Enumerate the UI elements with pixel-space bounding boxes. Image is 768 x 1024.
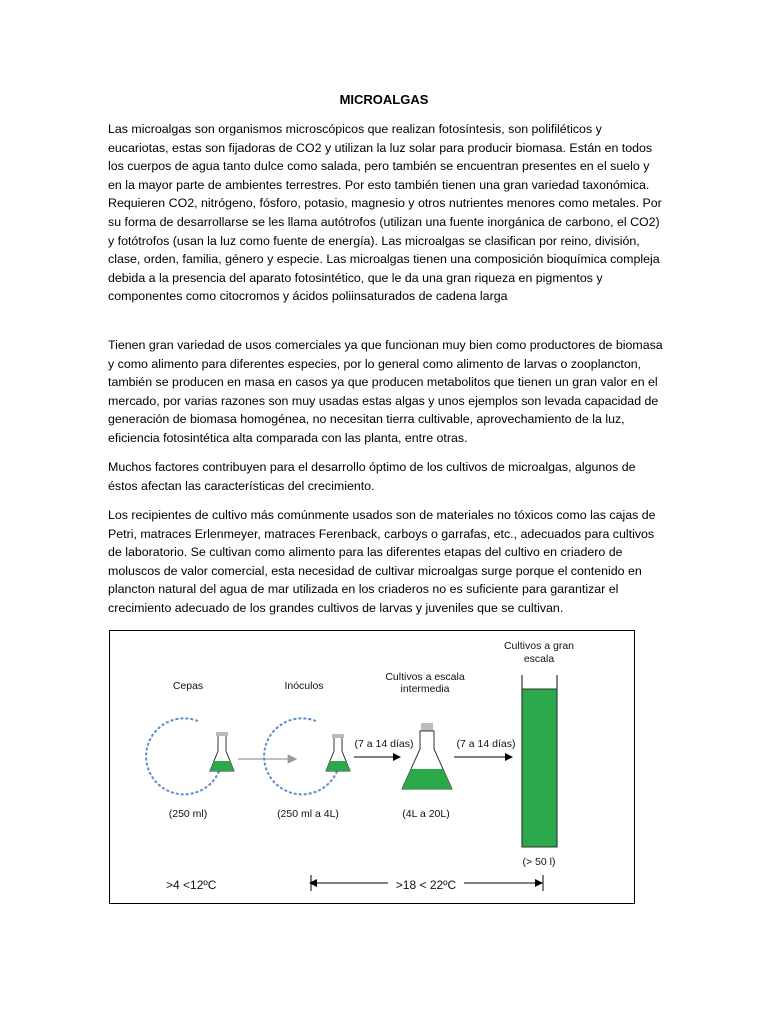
document-title: MICROALGAS <box>339 92 429 107</box>
temperature-range-1: >4 <12ºC <box>166 878 217 892</box>
stage-label-cepas: Cepas <box>172 680 204 692</box>
flask-intermedia <box>402 723 452 789</box>
culture-scaleup-figure <box>109 630 635 904</box>
tank-gran-escala <box>522 675 557 847</box>
flask-cepas <box>210 732 234 771</box>
stage-label-intermedia-line1: Cultivos a escala <box>385 671 465 683</box>
volume-intermedia: (4L a 20L) <box>402 808 450 820</box>
paragraph-intro: Las microalgas son organismos microscópicos que realizan fotosíntesis, son polifiléticos y eucariotas, estas son fijadoras de CO2 y utilizan la luz solar para producir biomasa. Están en todos los cuerpos de agua tanto dulce como salada, pero también se encuentran presentes en el suelo y en la mayor parte de ambientes terrestres. Por esto también tienen una gran variedad taxonómica. Requieren CO2, nitrógeno, fósforo, potasio, magnesio y otros nutrientes menores como metales. Por su forma de desarrollarse se les llama autótrofos (utilizan una fuente inorgánica de carbono, el CO2) y fotótrofos (usan la luz como fuente de energía). Las microalgas se clasifican por reino, división, clase, orden, familia, género y especie. Las microalgas tienen una composición bioquímica compleja debida a la presencia del aparato fotosintético, que le da una gran riqueza en pigmentos y componentes como citocromos y ácidos poliinsaturados de cadena larga <box>108 122 662 304</box>
duration-label-1: (7 a 14 días) <box>354 738 414 750</box>
flask-inoculos <box>326 734 350 771</box>
duration-label-2: (7 a 14 días) <box>456 738 516 750</box>
stage-label-inoculos: Inóculos <box>284 680 324 692</box>
paragraph-containers: Los recipientes de cultivo más comúnmente usados son de materiales no tóxicos como las cajas de Petri, matraces Erlenmeyer, matraces Ferenback, carboys o garrafas, etc., adecuados para cultivos de laboratorio. Se cultivan como alimento para las diferentes etapas del cultivo en criadero de moluscos de valor comercial, esta necesidad de cultivar microalgas surge porque el contenido en plancton natural del agua de mar utilizada en los criaderos no es suficiente para garantizar el crecimiento adecuado de los grandes cultivos de larvas y juveniles que se cultivan. <box>108 508 656 615</box>
volume-cepas: (250 ml) <box>168 808 208 820</box>
volume-inoculos: (250 ml a 4L) <box>277 808 339 820</box>
paragraph-factors: Muchos factores contribuyen para el desarrollo óptimo de los cultivos de microalgas, algunos de éstos afectan las características del crecimiento. <box>108 460 636 493</box>
culture-diagram <box>110 631 634 903</box>
cycle-arrow-inoculos <box>264 718 340 794</box>
stage-label-gran-line2: escala <box>523 653 555 665</box>
temperature-range-2: >18 < 22ºC <box>395 878 457 892</box>
volume-gran: (> 50 l) <box>522 856 556 868</box>
stage-label-intermedia-line2: intermedia <box>400 683 450 695</box>
stage-label-gran-line1: Cultivos a gran <box>503 640 575 652</box>
cycle-arrow-cepas <box>146 718 222 794</box>
paragraph-uses: Tienen gran variedad de usos comerciales ya que funcionan muy bien como productores de biomasa y como alimento para diferentes especies, por lo general como alimento de larvas o zooplancton, también se producen en masa en casos ya que producen metabolitos que tienen un gran valor en el mercado, por varias razones son muy usadas estas algas y unos ejemplos son levada capacidad de generación de biomasa homogénea, no necesitan tierra cultivable, aprovechamiento de la luz, eficiencia fotosintética alta comparada con las planta, entre otras. <box>108 338 663 445</box>
